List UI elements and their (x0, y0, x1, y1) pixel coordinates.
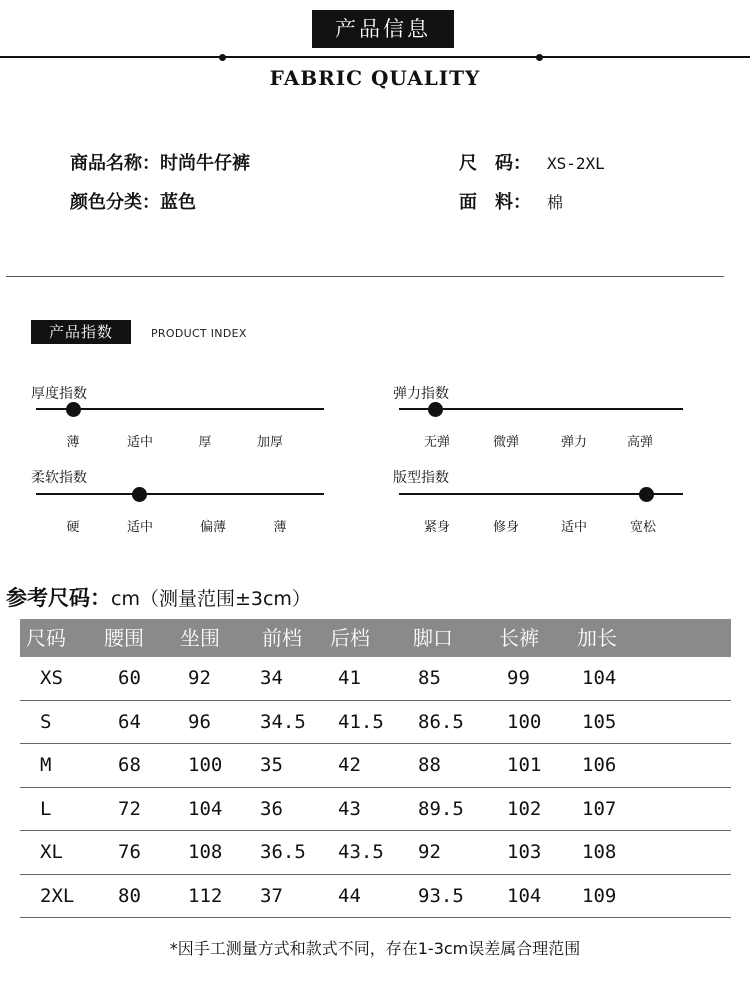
table-row (20, 657, 731, 701)
header-divider (0, 56, 750, 58)
size-table-header-cell: 后档 (330, 626, 370, 650)
measurement-cell: 108 (188, 841, 223, 863)
measurement-cell: 85 (418, 667, 441, 689)
measurement-cell: 104 (507, 884, 542, 907)
measurement-cell: 35 (260, 754, 283, 776)
measurement-cell: 42 (338, 754, 361, 776)
measurement-cell: 104 (582, 667, 617, 689)
scale-option: 宽松 (629, 520, 656, 535)
measurement-cell: 64 (118, 710, 141, 733)
scale-option: 修身 (492, 520, 519, 535)
scale-label: 柔软指数 (31, 470, 87, 486)
scale-indicator (132, 487, 147, 502)
divider-dot (219, 54, 226, 61)
measurement-cell: 92 (418, 841, 441, 863)
scale-option: 适中 (126, 435, 153, 450)
size-table-header-cell: 前档 (262, 626, 302, 650)
size-table-header-cell: 脚口 (413, 626, 453, 650)
size-table (20, 619, 731, 918)
table-row (20, 875, 731, 919)
table-row (20, 744, 731, 788)
scale-indicator (639, 487, 654, 502)
table-row (20, 701, 731, 745)
measurement-cell: 43.5 (338, 841, 384, 863)
scale-label: 版型指数 (393, 470, 449, 486)
measurement-cell: 92 (188, 667, 211, 689)
scale-label: 厚度指数 (31, 386, 87, 402)
table-row (20, 831, 731, 875)
measurement-cell: 105 (582, 710, 617, 733)
measurement-cell: 88 (418, 754, 441, 776)
scale-indicator (428, 402, 443, 417)
size-table-header-cell: 长裤 (499, 626, 539, 650)
product-material-value: 棉 (547, 193, 564, 212)
table-row (20, 788, 731, 832)
size-table-body (20, 657, 731, 918)
size-table-header (20, 619, 731, 657)
product-size-value: XS-2XL (547, 154, 605, 173)
size-table-header-cell: 坐围 (180, 626, 220, 650)
section-title: 产品信息 (312, 10, 454, 48)
scale-option: 高弹 (626, 435, 653, 450)
scale-track (36, 493, 324, 495)
size-cell: S (40, 710, 52, 733)
measurement-cell: 41.5 (338, 710, 384, 733)
scale-option: 无弹 (423, 435, 450, 450)
measurement-cell: 93.5 (418, 884, 464, 907)
measurement-cell: 86.5 (418, 710, 464, 733)
scale-option: 厚 (198, 435, 212, 450)
scale-option: 适中 (126, 520, 153, 535)
measurement-cell: 34.5 (260, 710, 306, 733)
scale-option: 偏薄 (199, 520, 226, 535)
measurement-cell: 112 (188, 884, 223, 907)
size-footnote: *因手工测量方式和款式不同，存在1-3cm误差属合理范围 (169, 939, 581, 958)
measurement-cell: 101 (507, 754, 542, 776)
scale-option: 薄 (273, 520, 287, 535)
measurement-cell: 107 (582, 797, 617, 820)
scale-option: 紧身 (423, 520, 450, 535)
measurement-cell: 99 (507, 667, 530, 689)
size-cell: 2XL (40, 884, 75, 907)
size-cell: M (40, 754, 52, 776)
product-material-label: 面 料： (459, 192, 531, 213)
measurement-cell: 104 (188, 797, 223, 820)
scale-indicator (66, 402, 81, 417)
product-color-value: 蓝色 (160, 192, 196, 213)
measurement-cell: 76 (118, 841, 141, 863)
product-index-title: 产品指数 (31, 320, 131, 344)
measurement-cell: 80 (118, 884, 141, 907)
scale-option: 薄 (66, 435, 80, 450)
measurement-cell: 72 (118, 797, 141, 820)
size-cell: L (40, 797, 52, 820)
product-size-row (459, 149, 605, 175)
scale-option: 硬 (66, 520, 80, 535)
product-name-label: 商品名称： (70, 153, 160, 174)
measurement-cell: 37 (260, 884, 283, 907)
measurement-cell: 109 (582, 884, 617, 907)
measurement-cell: 103 (507, 841, 542, 863)
measurement-cell: 36.5 (260, 841, 306, 863)
measurement-cell: 106 (582, 754, 617, 776)
scale-option: 适中 (560, 520, 587, 535)
measurement-cell: 41 (338, 667, 361, 689)
size-table-header-cell: 加长 (577, 626, 617, 650)
size-chart-heading-unit: cm（测量范围±3cm） (111, 588, 311, 610)
info-divider (6, 276, 724, 277)
measurement-cell: 43 (338, 797, 361, 820)
measurement-cell: 96 (188, 710, 211, 733)
scale-option: 弹力 (560, 435, 587, 450)
measurement-cell: 108 (582, 841, 617, 863)
measurement-cell: 100 (507, 710, 542, 733)
size-table-header-cell: 腰围 (104, 626, 144, 650)
product-color-label: 颜色分类： (70, 192, 160, 213)
product-name-row (70, 149, 250, 175)
measurement-cell: 44 (338, 884, 361, 907)
divider-dot (536, 54, 543, 61)
measurement-cell: 89.5 (418, 797, 464, 820)
size-chart-heading (6, 582, 311, 612)
scale-option: 微弹 (492, 435, 519, 450)
size-cell: XL (40, 841, 63, 863)
product-name-value: 时尚牛仔裤 (160, 153, 250, 174)
product-material-row (459, 188, 563, 214)
size-cell: XS (40, 667, 63, 689)
measurement-cell: 60 (118, 667, 141, 689)
product-size-label: 尺 码： (459, 153, 531, 174)
measurement-cell: 68 (118, 754, 141, 776)
size-chart-heading-bold: 参考尺码： (6, 586, 111, 610)
scale-label: 弹力指数 (393, 386, 449, 402)
measurement-cell: 34 (260, 667, 283, 689)
size-table-header-cell: 尺码 (26, 626, 66, 650)
measurement-cell: 36 (260, 797, 283, 820)
measurement-cell: 102 (507, 797, 542, 820)
fabric-quality-title: FABRIC QUALITY (269, 66, 481, 90)
measurement-cell: 100 (188, 754, 223, 776)
product-color-row (70, 188, 196, 214)
product-index-title-en: PRODUCT INDEX (151, 327, 247, 340)
scale-option: 加厚 (256, 435, 283, 450)
